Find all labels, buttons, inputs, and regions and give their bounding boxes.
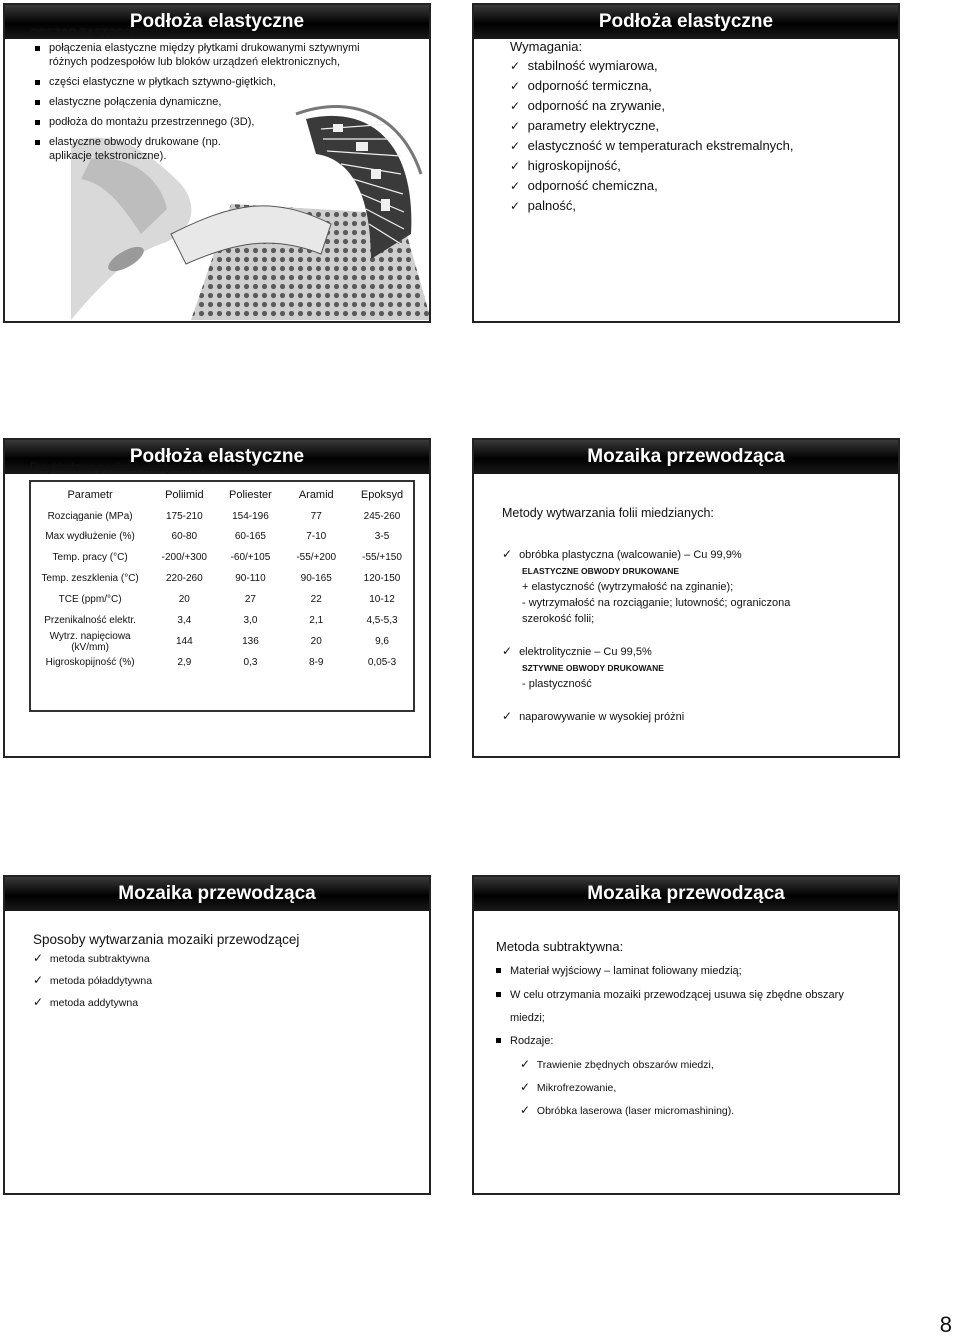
check-icon: ✓ — [33, 973, 44, 987]
check-icon: ✓ — [510, 159, 521, 173]
list-item: ✓ stabilność wymiarowa, — [510, 56, 794, 76]
table-cell: Temp. pracy (°C) — [52, 552, 128, 564]
table-row — [29, 527, 415, 548]
table-cell: 175-210 — [165, 510, 203, 522]
table-cell: 2,1 — [309, 614, 324, 626]
header-cell: Poliimid — [165, 489, 204, 502]
page-number: 8 — [939, 1312, 952, 1337]
table-cell: -55/+150 — [362, 552, 402, 564]
list-item: ✓ Obróbka laserowa (laser micromashining). — [520, 1099, 734, 1122]
check-icon: ✓ — [520, 1080, 531, 1094]
table-row — [29, 568, 415, 589]
slide-3 — [3, 438, 431, 758]
list-item: ✓ Mikrofrezowanie, — [520, 1076, 734, 1099]
check-icon: ✓ — [510, 59, 521, 73]
table-row — [29, 506, 415, 527]
table-cell: Temp. zeszklenia (°C) — [41, 573, 139, 585]
slide-title: Mozaika przewodząca — [5, 877, 429, 911]
method-evaporation: ✓ naparowywanie w wysokiej próżni — [502, 709, 685, 723]
table-cell: 20 — [310, 636, 322, 648]
list-item: ✓ odporność na zrywanie, — [510, 96, 794, 116]
table-cell: -60/+105 — [230, 552, 271, 564]
table-cell: Wytrz. napięciowa (kV/mm) — [49, 630, 131, 653]
slide-title: Mozaika przewodząca — [474, 440, 898, 474]
table-cell: 60-165 — [234, 531, 266, 543]
list-item: podłoża do montażu przestrzennego (3D), — [35, 115, 375, 129]
table-cell: 120-150 — [363, 573, 401, 585]
table-cell: 22 — [310, 593, 322, 605]
table-cell: 220-260 — [165, 573, 203, 585]
table-cell: 3-5 — [374, 531, 390, 543]
table-cell: 9,6 — [375, 636, 389, 648]
list-item: ✓ odporność termiczna, — [510, 76, 794, 96]
section-heading: Metody wytwarzania folii miedzianych: — [502, 506, 714, 520]
list-item: ✓ odporność chemiczna, — [510, 176, 794, 196]
table-row — [29, 547, 415, 568]
slide-title: Podłoża elastyczne — [5, 5, 429, 39]
check-icon: ✓ — [502, 547, 513, 561]
check-icon: ✓ — [520, 1057, 531, 1071]
header-cell: Epoksyd — [360, 489, 404, 502]
header-cell: Poliester — [229, 489, 272, 502]
types-list — [520, 1053, 734, 1122]
table-row — [29, 631, 415, 653]
applications-list — [35, 41, 375, 169]
square-bullet-icon — [35, 140, 40, 145]
table-cell: 3,4 — [177, 614, 192, 626]
table-cell: 0,3 — [243, 657, 258, 669]
list-item: elastyczne połączenia dynamiczne, — [35, 95, 375, 109]
bullet-purpose: W celu otrzymania mozaiki przewodzącej usuwa się zbędne obszary miedzi; — [496, 987, 876, 1026]
slide-2 — [472, 3, 900, 323]
table-header-row — [29, 485, 415, 506]
section-heading: OBSZAR ZASTOSOWAŃ: — [30, 27, 162, 39]
requirements-list — [510, 37, 794, 216]
check-icon: ✓ — [520, 1103, 531, 1117]
table-cell: 90-165 — [300, 573, 332, 585]
list-heading: Wymagania: — [510, 39, 583, 54]
header-cell: Aramid — [298, 489, 334, 502]
table-cell: 144 — [175, 636, 193, 648]
check-icon: ✓ — [510, 179, 521, 193]
header-cell: Parametr — [67, 489, 113, 502]
square-bullet-icon — [35, 100, 40, 105]
list-item: ✓ palność, — [510, 196, 794, 216]
table-cell: Max wydłużenie (%) — [45, 531, 135, 543]
section-heading: Metoda subtraktywna: — [496, 939, 624, 954]
check-icon: ✓ — [33, 951, 44, 965]
slide-title: Mozaika przewodząca — [474, 877, 898, 911]
list-item: ✓ metoda póładdytywna — [33, 970, 152, 992]
table-cell: -55/+200 — [296, 552, 337, 564]
table-cell: Higroskopijność (%) — [45, 657, 135, 669]
square-bullet-icon — [496, 968, 501, 973]
square-bullet-icon — [35, 80, 40, 85]
table-row — [29, 589, 415, 610]
check-icon: ✓ — [510, 199, 521, 213]
check-icon: ✓ — [502, 644, 513, 658]
table-cell: 3,0 — [243, 614, 258, 626]
table-cell: 7-10 — [306, 531, 327, 543]
table-row — [29, 653, 415, 674]
slide-5 — [3, 875, 431, 1195]
square-bullet-icon — [35, 46, 40, 51]
table-cell: 0,05-3 — [367, 657, 397, 669]
slide-title: Podłoża elastyczne — [5, 440, 429, 474]
list-item: ✓ higroskopijność, — [510, 156, 794, 176]
table-cell: 27 — [244, 593, 256, 605]
table-cell: Przenikalność elektr. — [44, 614, 136, 626]
check-icon: ✓ — [33, 995, 44, 1009]
table-cell: 60-80 — [171, 531, 198, 543]
slide-1 — [3, 3, 431, 323]
table-cell: 8-9 — [309, 657, 324, 669]
check-icon: ✓ — [510, 99, 521, 113]
method-electrolytic: ✓ elektrolitycznie – Cu 99,5% SZTYWNE OBWODY DRUKOWANE - plastyczność — [502, 644, 664, 690]
table-cell: 136 — [242, 636, 259, 648]
table-row — [29, 610, 415, 631]
table-cell: 90-110 — [235, 573, 266, 585]
list-item: połączenia elastyczne między płytkami drukowanymi sztywnymi różnych podzespołów lub bloków urządzeń elektronicznych, — [35, 41, 375, 69]
section-heading: Sposoby wytwarzania mozaiki przewodzącej — [33, 932, 300, 947]
methods-list — [33, 948, 152, 1014]
properties-table — [29, 485, 415, 673]
list-item: ✓ metoda addytywna — [33, 992, 152, 1014]
table-cell: 20 — [178, 593, 190, 605]
section-heading: Przykładowe podłoża elastyczne i ich właściwości: — [30, 462, 287, 474]
bullet-types: Rodzaje: — [496, 1033, 553, 1049]
table-cell: -200/+300 — [161, 552, 207, 564]
check-icon: ✓ — [510, 119, 521, 133]
check-icon: ✓ — [502, 709, 513, 723]
slide-6 — [472, 875, 900, 1195]
table-cell: Rozciąganie (MPa) — [47, 510, 133, 522]
check-icon: ✓ — [510, 139, 521, 153]
list-item: ✓ elastyczność w temperaturach ekstremalnych, — [510, 136, 794, 156]
list-item: ✓ metoda subtraktywna — [33, 948, 152, 970]
table-cell: TCE (ppm/°C) — [58, 593, 122, 605]
list-item: ✓ Trawienie zbędnych obszarów miedzi, — [520, 1053, 734, 1076]
list-item: części elastyczne w płytkach sztywno-giętkich, — [35, 75, 375, 89]
check-icon: ✓ — [510, 79, 521, 93]
method-rolling: ✓ obróbka plastyczna (walcowanie) – Cu 99,9% ELASTYCZNE OBWODY DRUKOWANE + elastyczność (wytrzymałość na zginanie); - wytrzymałość na rozciąganie; lutowność; ograniczona szerokość folii; — [502, 547, 791, 625]
table-cell: 154-196 — [232, 510, 269, 522]
slide-4 — [472, 438, 900, 758]
table-cell: 2,9 — [177, 657, 192, 669]
list-item: ✓ parametry elektryczne, — [510, 116, 794, 136]
list-item: elastyczne obwody drukowane (np. aplikacje tekstroniczne). — [35, 135, 224, 163]
table-cell: 77 — [310, 510, 322, 522]
bullet-material: Materiał wyjściowy – laminat foliowany miedzią; — [496, 963, 742, 979]
square-bullet-icon — [496, 992, 501, 997]
square-bullet-icon — [35, 120, 40, 125]
square-bullet-icon — [496, 1038, 501, 1043]
table-cell: 10-12 — [369, 593, 395, 605]
table-cell: 4,5-5,3 — [366, 614, 398, 626]
slide-title: Podłoża elastyczne — [474, 5, 898, 39]
table-cell: 245-260 — [363, 510, 401, 522]
